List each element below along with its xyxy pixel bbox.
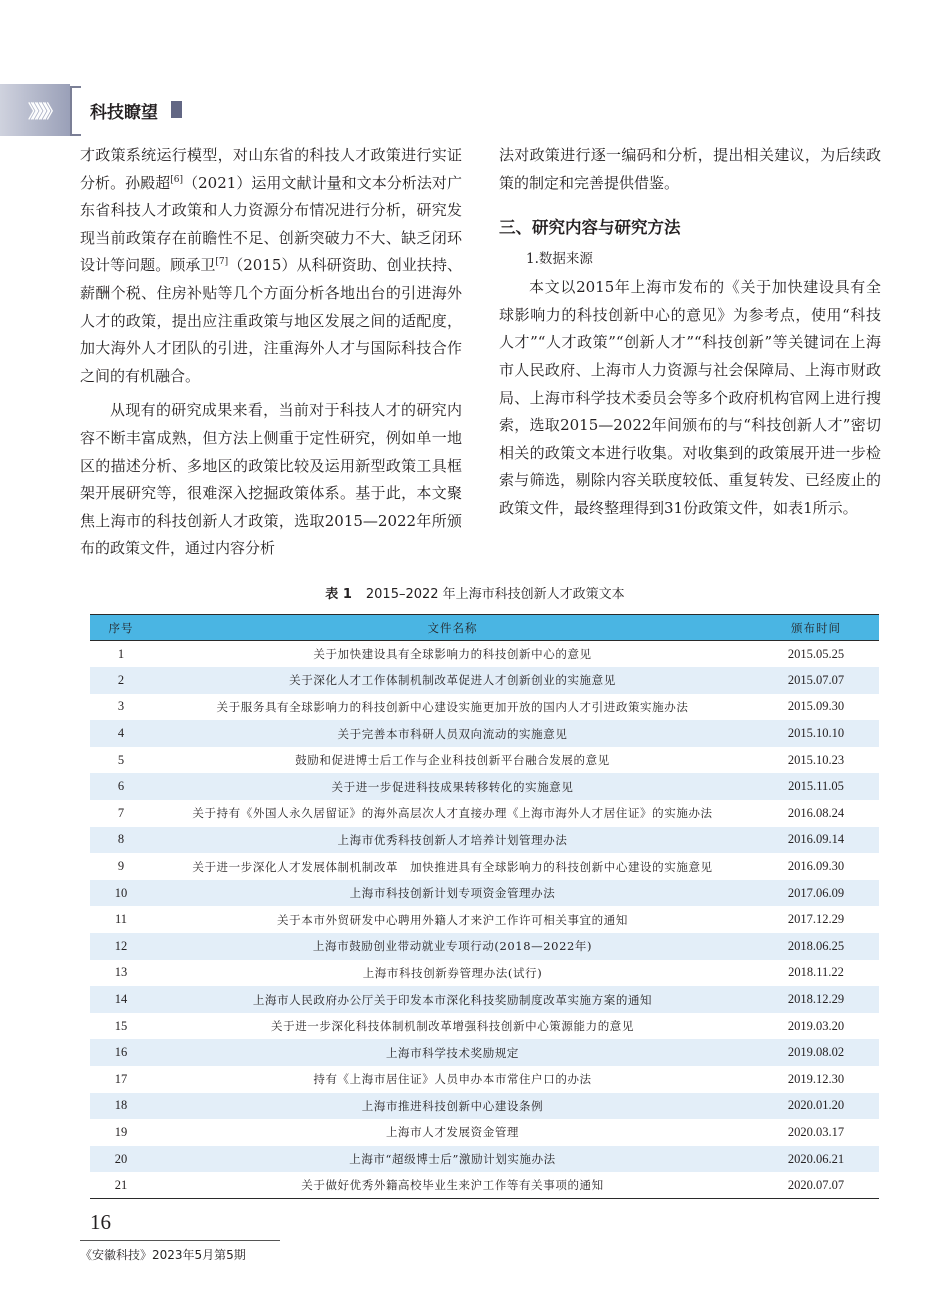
cell-document-name: 上海市人才发展资金管理 — [385, 1125, 520, 1140]
citation-ref: [7] — [215, 257, 229, 268]
cell-document-name: 关于完善本市科研人员双向流动的实施意见 — [337, 726, 568, 741]
cell-date: 2018.11.22 — [788, 965, 844, 980]
table-row — [90, 906, 879, 933]
cell-number: 5 — [117, 752, 125, 767]
table-row — [90, 1172, 879, 1199]
cell-document-name: 关于服务具有全球影响力的科技创新中心建设实施更加开放的国内人才引进政策实施办法 — [216, 699, 689, 714]
cell-document-name: 关于进一步深化科技体制机制改革增强科技创新中心策源能力的意见 — [271, 1019, 634, 1034]
cell-number: 21 — [90, 1172, 152, 1199]
table-row — [90, 1066, 879, 1093]
cell-date: 2017.06.09 — [787, 885, 845, 900]
footer-divider — [80, 1240, 280, 1241]
journal-name: 《安徽科技》2023年5月第5期 — [80, 1248, 246, 1262]
cell-document-name: 鼓励和促进博士后工作与企业科技创新平台融合发展的意见 — [295, 753, 610, 768]
cell-date: 2018.06.25 — [787, 938, 845, 953]
cell-document-name: 关于持有《外国人永久居留证》的海外高层次人才直接办理《上海市海外人才居住证》的实施办法 — [192, 806, 713, 821]
cell-document-name: 上海市“超级博士后”激励计划实施办法 — [349, 1152, 556, 1167]
paragraph-text: （2021）运用文献计量和文本分析法对广东省科技人才政策和人力资源分布情况进行分析，研究发现当前政策存在前瞻性不足、创新突破力不大、缺乏闭环设计等问题。顾承卫 — [80, 173, 462, 275]
cell-date: 2016.08.24 — [787, 805, 845, 820]
table-row — [90, 1146, 879, 1173]
cell-number: 6 — [117, 779, 125, 794]
cell-date: 2015.10.10 — [787, 726, 845, 741]
table-row — [90, 800, 879, 827]
cell-document-name: 关于进一步深化人才发展体制机制改革 加快推进具有全球影响力的科技创新中心建设的实施意见 — [192, 859, 713, 874]
cell-number: 12 — [114, 938, 128, 953]
paragraph — [80, 142, 462, 390]
cell-document-name: 上海市科学技术奖励规定 — [385, 1045, 520, 1060]
cell-date: 2019.12.30 — [787, 1071, 845, 1086]
column-header-date: 颁布时间 — [753, 615, 879, 641]
cell-date: 2015.10.23 — [787, 752, 845, 767]
section-title-marker — [171, 101, 182, 118]
paragraph-text: 才政策系统运行模型，对山东省的科技人才政策进行实证分析。孙殿超 — [80, 146, 462, 192]
cell-number: 15 — [114, 1018, 128, 1033]
cell-number: 7 — [117, 805, 125, 820]
cell-document-name: 关于进一步促进科技成果转移转化的实施意见 — [331, 779, 574, 794]
cell-document-name: 上海市推进科技创新中心建设条例 — [361, 1098, 544, 1113]
paragraph: 从现有的研究成果来看，当前对于科技人才的研究内容不断丰富成熟，但方法上侧重于定性研究，例如单一地区的描述分析、多地区的政策比较及运用新型政策工具框架开展研究等，很难深入挖掘政策体系。基于此，本文聚焦上海市的科技创新人才政策，选取2015—2022年所颁布的政策文件，通过内容分析 — [80, 401, 462, 558]
table-row — [90, 827, 879, 854]
cell-number: 11 — [114, 912, 128, 927]
cell-date: 2018.12.29 — [787, 992, 845, 1007]
policy-table — [90, 614, 879, 1199]
cell-number: 17 — [114, 1071, 128, 1086]
section-heading: 三、研究内容与研究方法 — [499, 218, 681, 238]
cell-document-name: 关于做好优秀外籍高校毕业生来沪工作等有关事项的通知 — [152, 1172, 753, 1199]
cell-document-name: 上海市优秀科技创新人才培养计划管理办法 — [337, 832, 568, 847]
cell-document-name: 持有《上海市居住证》人员申办本市常住户口的办法 — [313, 1072, 592, 1087]
paragraph-text: （2015）从科研资助、创业扶持、薪酬个税、住房补贴等几个方面分析各地出台的引进海外人才的政策，提出应注重政策与地区发展之间的适配度，加大海外人才团队的引进，注重海外人才与国际科技合作之间的有机融合。 — [80, 256, 462, 385]
cell-number: 2 — [117, 672, 125, 687]
cell-date: 2020.07.07 — [753, 1172, 879, 1199]
table-caption-title: 2015–2022 年上海市科技创新人才政策文本 — [365, 587, 625, 602]
cell-date: 2020.03.17 — [787, 1124, 845, 1139]
cell-date: 2019.08.02 — [787, 1045, 845, 1060]
paragraph: 本文以2015年上海市发布的《关于加快建设具有全球影响力的科技创新中心的意见》为参考点，使用“科技人才”“人才政策”“创新人才”“科技创新”等关键词在上海市人民政府、上海市人力资源与社会保障局、上海市财政局、上海市科学技术委员会等多个政府机构官网上进行搜索，选取2015—2022年间颁布的与“科技创新人才”密切相关的政策文本进行收集。对收集到的政策展开进一步检索与筛选，剔除内容关联度较低、重复转发、已经废止的政策文件，最终整理得到31份政策文件，如表1所示。 — [499, 278, 881, 517]
cell-date: 2019.03.20 — [787, 1018, 845, 1033]
table-row — [90, 641, 879, 668]
cell-document-name: 上海市科技创新券管理办法(试行) — [362, 965, 543, 980]
section-title: 科技瞭望 — [90, 103, 158, 123]
cell-document-name: 关于本市外贸研发中心聘用外籍人才来沪工作许可相关事宜的通知 — [277, 912, 628, 927]
table-row — [90, 986, 879, 1013]
cell-date: 2016.09.14 — [787, 832, 845, 847]
table-row — [90, 773, 879, 800]
page-number: 16 — [90, 1210, 111, 1234]
table-body — [90, 641, 879, 1199]
cell-date: 2015.05.25 — [787, 646, 845, 661]
table-row — [90, 853, 879, 880]
cell-number: 3 — [117, 699, 125, 714]
cell-number: 20 — [114, 1151, 128, 1166]
cell-date: 2015.07.07 — [787, 672, 845, 687]
cell-number: 18 — [114, 1098, 128, 1113]
cell-document-name: 关于加快建设具有全球影响力的科技创新中心的意见 — [313, 647, 592, 662]
cell-number: 19 — [114, 1124, 128, 1139]
column-header-number: 序号 — [90, 615, 152, 641]
table-row — [90, 720, 879, 747]
citation-ref: [6] — [170, 174, 184, 185]
paragraph-continuation: 法对政策进行逐一编码和分析，提出相关建议，为后续政策的制定和完善提供借鉴。 — [499, 146, 881, 192]
cell-number: 4 — [117, 726, 125, 741]
cell-number: 16 — [114, 1045, 128, 1060]
table-row — [90, 880, 879, 907]
table-row — [90, 694, 879, 721]
table-row — [90, 1119, 879, 1146]
table-row — [90, 747, 879, 774]
table-header-row — [90, 615, 879, 641]
cell-number: 10 — [114, 885, 128, 900]
right-column — [499, 142, 881, 523]
table-caption-number: 表 1 — [325, 587, 352, 602]
table-caption — [0, 583, 950, 602]
cell-date: 2020.06.21 — [787, 1151, 845, 1166]
cell-number: 9 — [117, 859, 125, 874]
table-row — [90, 1039, 879, 1066]
cell-document-name: 上海市鼓励创业带动就业专项行动(2018—2022年) — [312, 939, 593, 954]
cell-date: 2017.12.29 — [787, 912, 845, 927]
left-column — [80, 142, 462, 563]
cell-number: 13 — [114, 965, 128, 980]
cell-document-name: 上海市人民政府办公厅关于印发本市深化科技奖励制度改革实施方案的通知 — [252, 992, 653, 1007]
table-row — [90, 933, 879, 960]
column-header-name: 文件名称 — [152, 615, 753, 641]
cell-number: 1 — [117, 646, 125, 661]
table-row — [90, 667, 879, 694]
cell-date: 2016.09.30 — [787, 859, 845, 874]
header-bracket — [70, 86, 81, 136]
table-row — [90, 960, 879, 987]
cell-document-name: 关于深化人才工作体制机制改革促进人才创新创业的实施意见 — [289, 673, 616, 688]
cell-date: 2015.09.30 — [787, 699, 845, 714]
table-row — [90, 1093, 879, 1120]
cell-number: 8 — [117, 832, 125, 847]
chevron-decor-icon: 》》》》》 — [28, 102, 57, 123]
table-row — [90, 1013, 879, 1040]
cell-document-name: 上海市科技创新计划专项资金管理办法 — [349, 886, 556, 901]
cell-number: 14 — [114, 992, 128, 1007]
subsection-heading: 1.数据来源 — [526, 251, 593, 268]
cell-date: 2015.11.05 — [788, 779, 844, 794]
cell-date: 2020.01.20 — [787, 1098, 845, 1113]
